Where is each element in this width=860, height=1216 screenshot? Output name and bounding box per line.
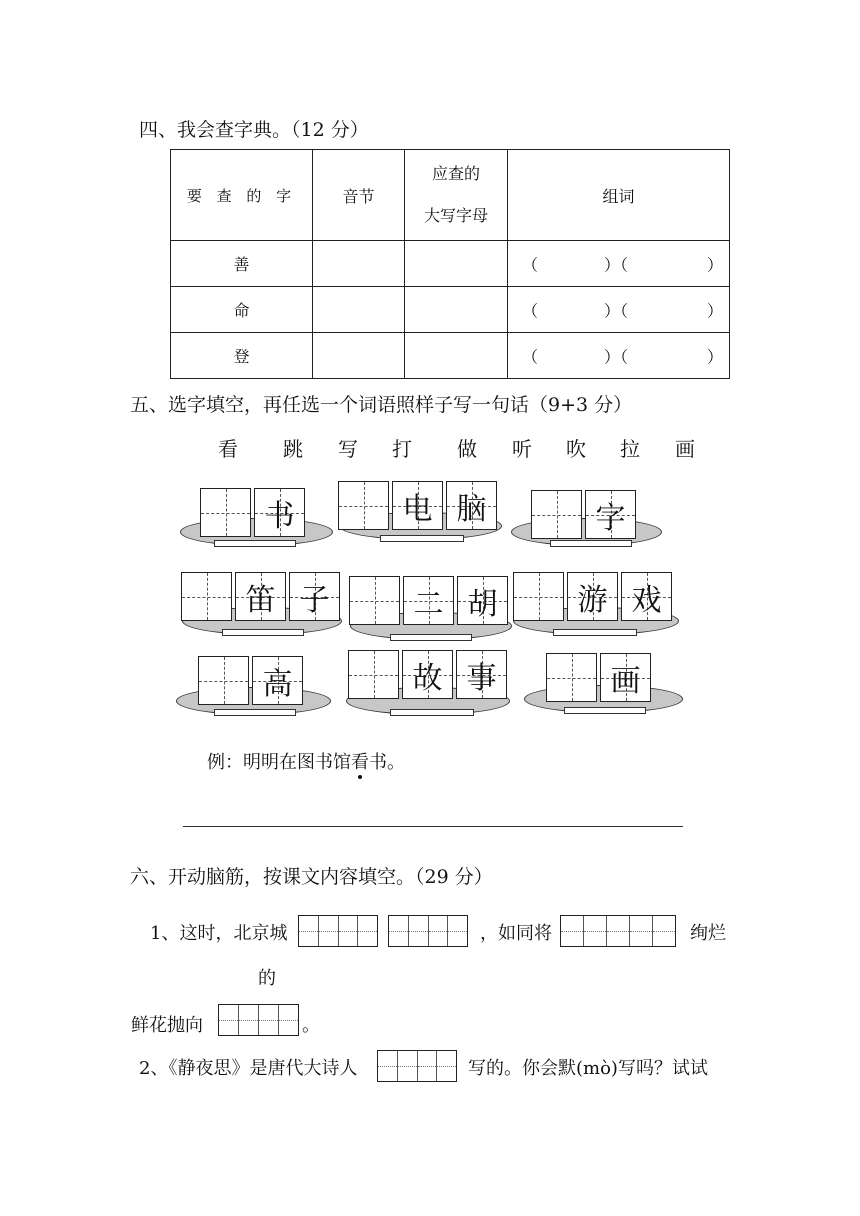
pinyin-cell[interactable] (313, 333, 405, 379)
section-6-title: 六、开动脑筋，按课文内容填空。（29 分） (130, 866, 493, 888)
given-char: 书 (264, 498, 295, 534)
plate-stand (390, 709, 474, 716)
plate-stand (380, 535, 464, 542)
given-char: 电 (402, 491, 433, 527)
paren-open: （ (522, 255, 539, 274)
given-char: 胡 (467, 586, 498, 622)
given-char: 事 (466, 660, 497, 696)
q2-text-a: 2、《静夜思》是唐代大诗人 (139, 1058, 358, 1079)
plate-stand (564, 707, 646, 714)
given-char: 字 (595, 500, 626, 536)
choice-char: 看 (218, 437, 238, 461)
given-char: 笛 (245, 582, 276, 618)
choice-char: 画 (675, 437, 695, 461)
answer-line[interactable] (183, 826, 683, 827)
pinyin-cell[interactable] (313, 241, 405, 287)
header-pinyin: 音节 (313, 150, 405, 241)
words-cell[interactable] (508, 241, 730, 287)
blank-char-box[interactable] (181, 572, 232, 621)
paren-open: （ (522, 347, 539, 366)
paren-close: ） (706, 255, 723, 274)
paren-mid: ）（ (604, 301, 629, 320)
fill-box-q1-2[interactable] (388, 915, 468, 947)
header-char: 要 查 的 字 (171, 150, 313, 241)
table-row (171, 287, 730, 333)
plate-stand (550, 540, 632, 547)
dictionary-table (170, 149, 730, 379)
fill-box-q2-1[interactable] (377, 1050, 457, 1082)
choice-char: 拉 (620, 437, 640, 461)
blank-char-box[interactable] (531, 490, 582, 539)
plate-stand (553, 629, 637, 636)
q1-text-c: 绚烂 (690, 923, 726, 944)
table-row (171, 241, 730, 287)
plate-stand (222, 629, 304, 636)
blank-char-box[interactable] (200, 488, 251, 537)
choice-char: 听 (512, 437, 532, 461)
q1-text-f: 。 (302, 1015, 320, 1036)
q2-text-b: 写的。你会默(mò)写吗？试试 (468, 1058, 708, 1079)
given-char-box (600, 653, 651, 702)
example-emphasis: 看 (351, 752, 369, 773)
given-char: 二 (413, 586, 444, 622)
paren-close: ） (706, 347, 723, 366)
given-char: 故 (412, 660, 443, 696)
given-char-box (392, 481, 443, 530)
example-sentence (207, 748, 405, 774)
row-char: 命 (171, 287, 313, 333)
given-char-box (621, 572, 672, 621)
given-char: 脑 (456, 491, 487, 527)
given-char-box (252, 656, 303, 705)
words-cell[interactable] (508, 333, 730, 379)
given-char-box (567, 572, 618, 621)
q1-text-e: 鲜花抛向 (131, 1015, 203, 1036)
given-char-box (254, 488, 305, 537)
header-letter-line2: 大写字母 (423, 206, 488, 225)
given-char-box (457, 576, 508, 625)
given-char: 高 (262, 666, 293, 702)
given-char: 画 (610, 663, 641, 699)
q1-text-b: ，如同将 (480, 923, 552, 944)
row-char: 登 (171, 333, 313, 379)
table-row (171, 333, 730, 379)
letter-cell[interactable] (405, 333, 508, 379)
given-char-box (456, 650, 507, 699)
header-letter (405, 150, 508, 241)
q1-text-a: 1、这时，北京城 (150, 923, 288, 944)
plate-stand (214, 540, 296, 547)
blank-char-box[interactable] (198, 656, 249, 705)
letter-cell[interactable] (405, 241, 508, 287)
given-char: 子 (299, 582, 330, 618)
given-char-box (402, 650, 453, 699)
header-letter-line1: 应查的 (431, 164, 480, 183)
example-suffix: 书。 (369, 752, 405, 773)
example-prefix: 例：明明在图书馆 (207, 752, 351, 773)
paren-close: ） (706, 301, 723, 320)
blank-char-box[interactable] (348, 650, 399, 699)
choice-char: 打 (392, 437, 412, 461)
plate-stand (390, 634, 472, 641)
given-char-box (585, 490, 636, 539)
choice-char: 跳 (283, 437, 303, 461)
letter-cell[interactable] (405, 287, 508, 333)
given-char-box (235, 572, 286, 621)
paren-open: （ (522, 301, 539, 320)
given-char-box (403, 576, 454, 625)
section-4-title: 四、我会查字典。（12 分） (139, 119, 369, 141)
given-char-box (289, 572, 340, 621)
plate-stand (214, 709, 296, 716)
choice-char: 做 (457, 437, 477, 461)
given-char: 戏 (631, 582, 662, 618)
pinyin-cell[interactable] (313, 287, 405, 333)
blank-char-box[interactable] (513, 572, 564, 621)
given-char-box (446, 481, 497, 530)
choice-char: 吹 (566, 437, 586, 461)
blank-char-box[interactable] (546, 653, 597, 702)
blank-char-box[interactable] (349, 576, 400, 625)
given-char: 游 (577, 582, 608, 618)
row-char: 善 (171, 241, 313, 287)
header-words: 组词 (508, 150, 730, 241)
blank-char-box[interactable] (338, 481, 389, 530)
section-5-title: 五、选字填空，再任选一个词语照样子写一句话（9+3 分） (130, 394, 633, 416)
words-cell[interactable] (508, 287, 730, 333)
fill-box-q1-4[interactable] (218, 1004, 299, 1036)
paren-mid: ）（ (604, 347, 629, 366)
paren-mid: ）（ (604, 255, 629, 274)
choice-char: 写 (338, 437, 358, 461)
fill-box-q1-3[interactable] (560, 915, 676, 947)
fill-box-q1-1[interactable] (298, 915, 378, 947)
q1-text-d: 的 (258, 968, 276, 989)
